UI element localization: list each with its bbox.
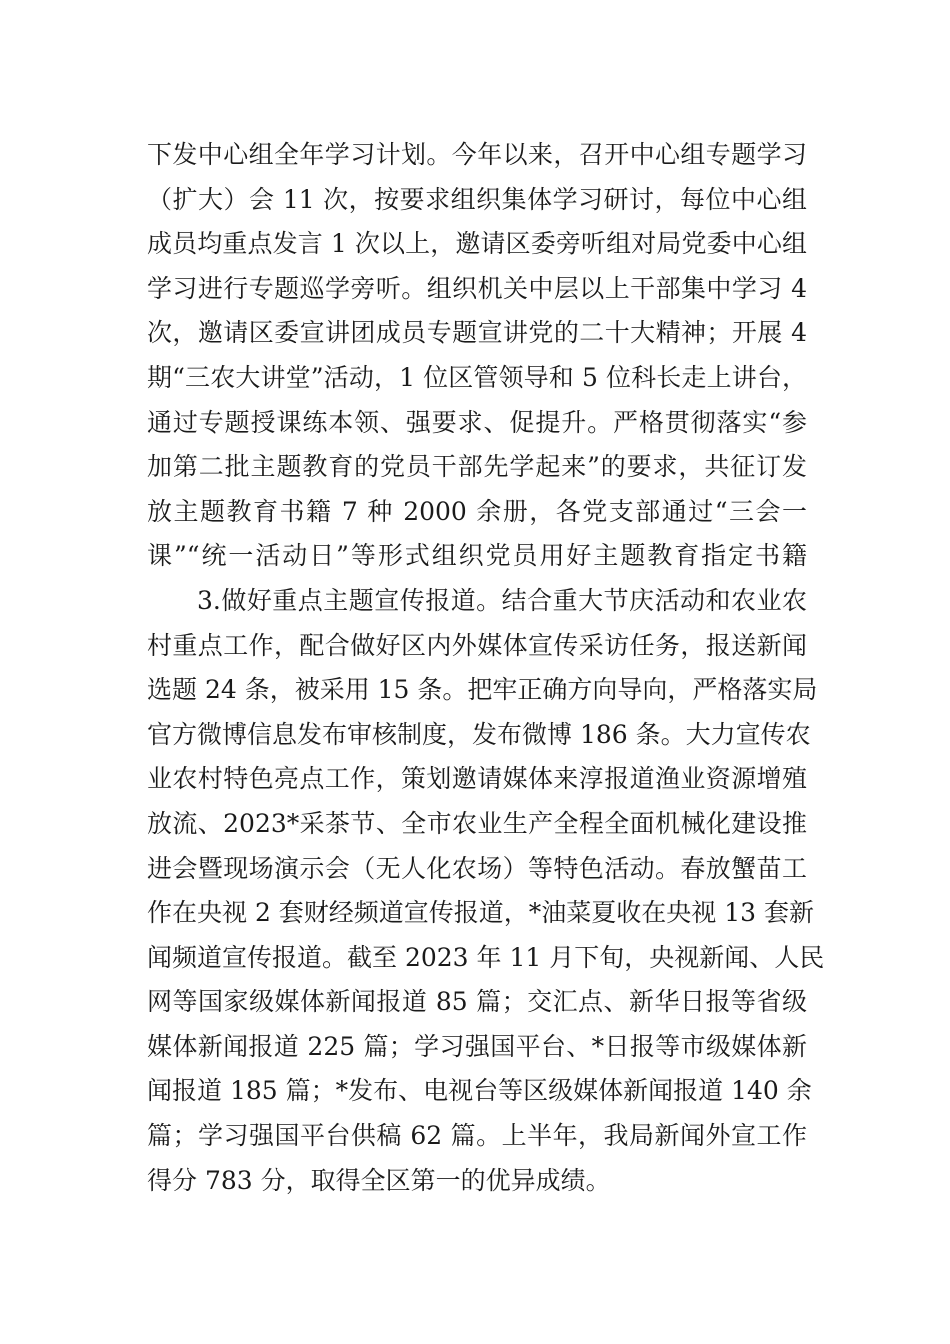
text-line: 下发中心组全年学习计划。今年以来，召开中心组专题学习 [147,140,807,169]
text-line: 成员均重点发言 1 次以上，邀请区委旁听组对局党委中心组 [147,229,807,259]
text-line: 网等国家级媒体新闻报道 85 篇；交汇点、新华日报等省级 [147,987,807,1017]
text-line: 篇；学习强国平台供稿 62 篇。上半年，我局新闻外宣工作 [147,1121,807,1151]
text-line: 通过专题授课练本领、强要求、促提升。严格贯彻落实“参 [147,407,807,437]
text-line: 作在央视 2 套财经频道宣传报道，*油菜夏收在央视 13 套新 [147,898,815,928]
section-heading-line: 3.做好重点主题宣传报道。结合重大节庆活动和农业农 [197,585,807,615]
text-line: 得分 783 分，取得全区第一的优异成绩。 [147,1165,611,1195]
text-line: 进会暨现场演示会（无人化农场）等特色活动。春放蟹苗工 [147,853,807,883]
text-line: 闻频道宣传报道。截至 2023 年 11 月下旬，央视新闻、人民 [147,942,825,972]
text-line: 业农村特色亮点工作，策划邀请媒体来淳报道渔业资源增殖 [147,764,807,794]
text-line: （扩大）会 11 次，按要求组织集体学习研讨，每位中心组 [147,184,807,214]
text-line: 选题 24 条，被采用 15 条。把牢正确方向导向，严格落实局 [147,675,818,705]
text-line: 学习进行专题巡学旁听。组织机关中层以上干部集中学习 4 [147,273,807,303]
text-line: 官方微博信息发布审核制度，发布微博 186 条。大力宣传农 [147,719,811,749]
text-line: 期“三农大讲堂”活动，1 位区管领导和 5 位科长走上讲台， [147,362,807,392]
text-line: 课”“统一活动日”等形式组织党员用好主题教育指定书籍 [147,541,807,571]
text-line: 放流、2023*采茶节、全市农业生产全程全面机械化建设推 [147,808,807,838]
text-line: 放主题教育书籍 7 种 2000 余册，各党支部通过“三会一 [147,496,807,526]
text-line: 村重点工作，配合做好区内外媒体宣传采访任务，报送新闻 [147,630,807,660]
text-line: 媒体新闻报道 225 篇；学习强国平台、*日报等市级媒体新 [147,1031,807,1061]
text-line: 加第二批主题教育的党员干部先学起来”的要求，共征订发 [147,452,807,482]
body-text [147,133,825,1203]
text-line: 闻报道 185 篇；*发布、电视台等区级媒体新闻报道 140 余 [147,1076,812,1106]
text-line: 次，邀请区委宣讲团成员专题宣讲党的二十大精神；开展 4 [147,318,807,348]
